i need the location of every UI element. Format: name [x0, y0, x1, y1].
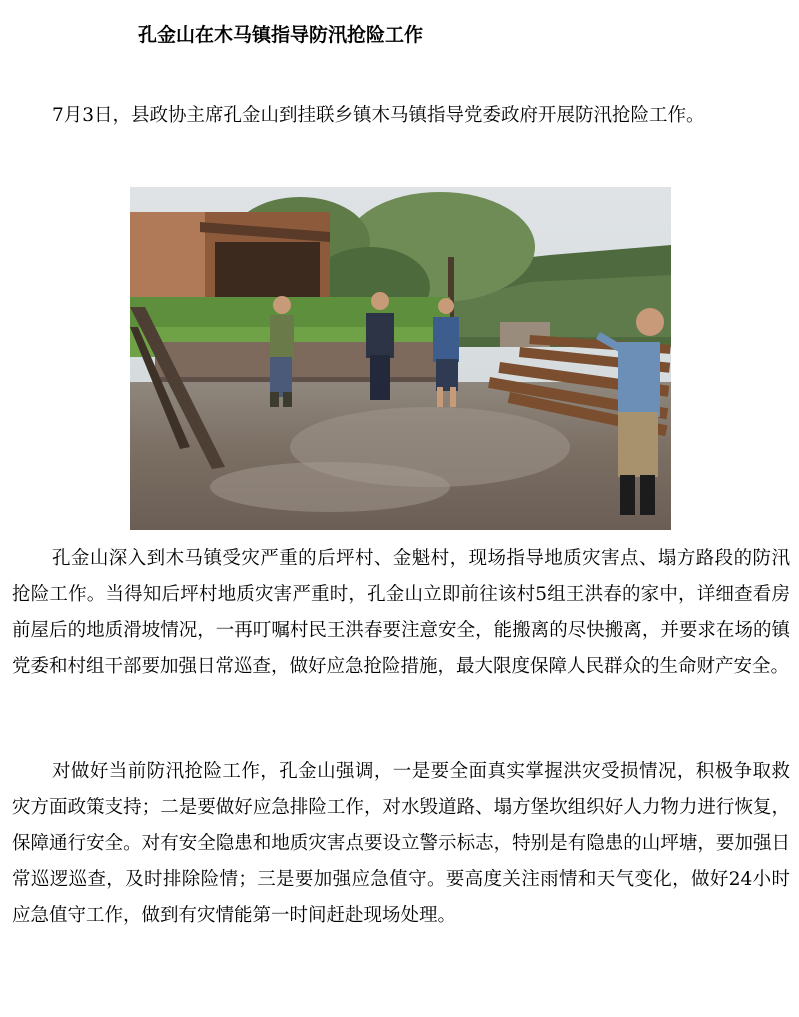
article-paragraph-inspection: 孔金山深入到木马镇受灾严重的后坪村、金魁村，现场指导地质灾害点、塌方路段的防汛抢险工作。当得知后坪村地质灾害严重时，孔金山立即前往该村5组王洪春的家中，详细查看房前屋后的地质滑坡情况，一再叮嘱村民王洪春要注意安全，能搬离的尽快搬离，并要求在场的镇党委和村组干部要加强日常巡查，做好应急抢险措施，最大限度保障人民群众的生命财产安全。	[12, 548, 790, 677]
article-paragraph-intro: 7月3日，县政协主席孔金山到挂联乡镇木马镇指导党委政府开展防汛抢险工作。	[52, 105, 705, 126]
article-title: 孔金山在木马镇指导防汛抢险工作	[138, 24, 424, 46]
article-paragraph-requirements: 对做好当前防汛抢险工作，孔金山强调，一是要全面真实掌握洪灾受损情况，积极争取救灾方面政策支持；二是要做好应急排险工作，对水毁道路、塌方堡坎组织好人力物力进行恢复，保障通行安全。对有安全隐患和地质灾害点要设立警示标志，特别是有隐患的山坪塘，要加强日常巡逻巡查，及时排除险情；三是要加强应急值守。要高度关注雨情和天气变化，做好24小时应急值守工作，做到有灾情能第一时间赶赴现场处理。	[12, 761, 790, 926]
news-photo	[130, 187, 671, 530]
